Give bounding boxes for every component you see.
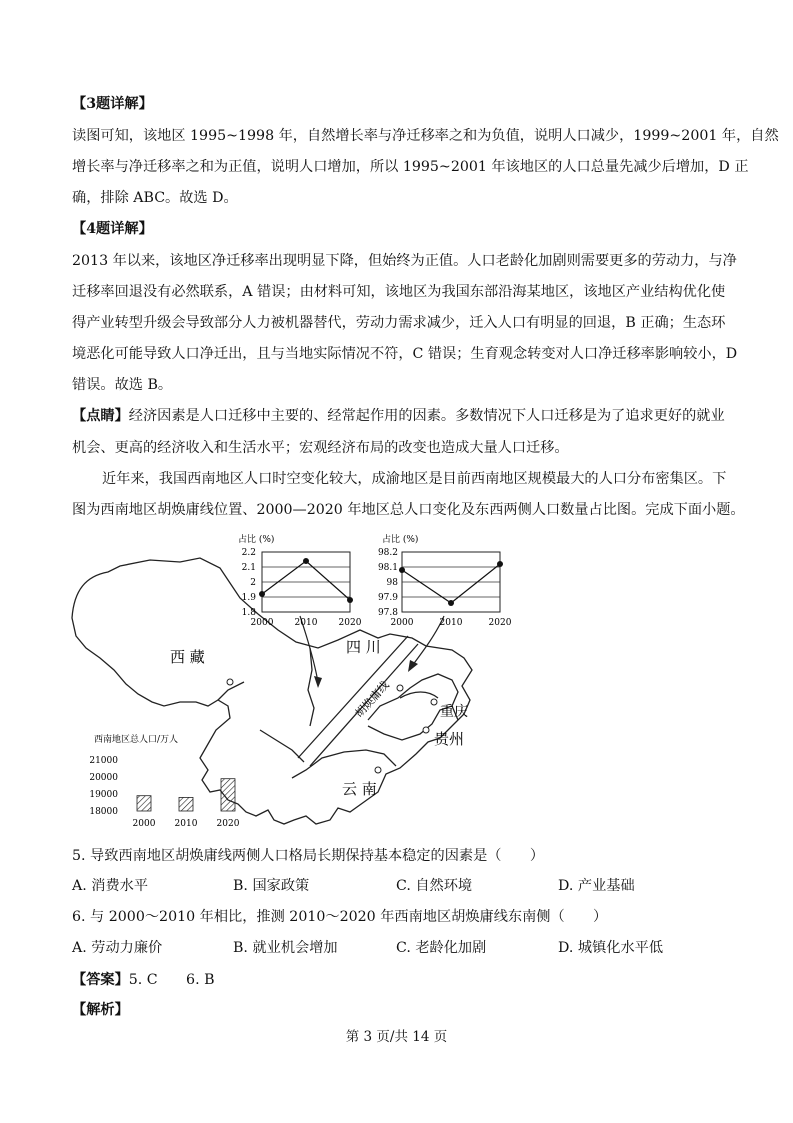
left-xtick-0: 2000 (250, 618, 274, 628)
answer-text: 5. C 6. B (128, 972, 215, 988)
left-ytick-2: 2 (250, 578, 256, 588)
right-xtick-2: 2020 (488, 618, 512, 628)
left-chart-point-2000 (259, 591, 265, 597)
tip-label: 【点睛】 (72, 408, 129, 424)
question-6-option-d[interactable]: D. 城镇化水平低 (558, 940, 664, 956)
left-ytick-0: 2.2 (241, 548, 256, 558)
bar-chart (89, 733, 239, 829)
question-5-option-a[interactable]: A. 消费水平 (72, 878, 149, 894)
right-ytick-3: 97.9 (377, 593, 398, 603)
q3-line-2: 增长率与净迁移率之和为正值，说明人口增加，所以 1995~2001 年该地区的人口总量先减少后增加，D 正 (72, 159, 749, 175)
right-line-chart (378, 533, 512, 628)
question-6-stem: 6. 与 2000～2010 年相比，推测 2010～2020 年西南地区胡焕庸线东南侧（ ） (72, 909, 608, 925)
left-ytick-3: 1.9 (241, 593, 256, 603)
hu-line-label: 胡焕庸线 (352, 678, 392, 721)
question-5-option-b[interactable]: B. 国家政策 (233, 878, 310, 894)
left-line-chart (238, 533, 362, 628)
left-chart-point-2020 (347, 597, 353, 603)
capital-chongqing-icon (431, 699, 437, 705)
left-chart-unit: 占比 (%) (238, 535, 275, 545)
right-ytick-4: 97.8 (377, 608, 398, 618)
bar-2000 (137, 796, 151, 811)
answer-line (72, 970, 724, 990)
right-chart-point-2000 (399, 567, 405, 573)
left-chart-point-2010 (303, 558, 309, 564)
intro-line-2: 图为西南地区胡焕庸线位置、2000—2020 年地区总人口变化及东西两侧人口数量占比图。完成下面小题。 (72, 502, 745, 518)
region-label-yunnan: 云 南 (342, 780, 377, 798)
question-6-option-a[interactable]: A. 劳动力廉价 (72, 940, 163, 956)
capital-kunming-icon (375, 767, 381, 773)
bar-xtick-2: 2020 (216, 819, 240, 829)
q4-line-2: 迁移率回退没有必然联系，A 错误；由材料可知，该地区为我国东部沿海某地区，该地区产业结构优化使 (72, 284, 726, 300)
q3-line-3: 确，排除 ABC。故选 D。 (72, 190, 238, 206)
q4-line-3: 得产业转型升级会导致部分人力被机器替代，劳动力需求减少，迁入人口有明显的回退，B 正确；生态环 (72, 315, 726, 331)
tip-line-1 (72, 406, 724, 426)
region-label-xizang: 西 藏 (170, 648, 205, 666)
right-chart-point-2010 (448, 600, 454, 606)
right-chart-point-2020 (497, 561, 503, 567)
page-footer: 第 3 页/共 14 页 (345, 1029, 448, 1045)
question-5-stem: 5. 导致西南地区胡焕庸线两侧人口格局长期保持基本稳定的因素是（ ） (72, 848, 545, 864)
question-5-option-d[interactable]: D. 产业基础 (558, 878, 635, 894)
q4-line-1: 2013 年以来，该地区净迁移率出现明显下降，但始终为正值。人口老龄化加剧则需要更多的劳动力，与净 (72, 253, 737, 269)
bar-2020 (221, 779, 235, 811)
right-ytick-1: 98.1 (377, 563, 398, 573)
bar-2010 (179, 797, 193, 811)
bar-ytick-1: 20000 (89, 773, 118, 783)
right-chart-unit: 占比 (%) (382, 535, 419, 545)
capital-chengdu-icon (397, 685, 403, 691)
left-xtick-2: 2020 (338, 618, 362, 628)
right-ytick-0: 98.2 (377, 548, 398, 558)
figure (60, 530, 530, 835)
q4-line-4: 境恶化可能导致人口净迁出，且与当地实际情况不符，C 错误；生育观念转变对人口净迁移率影响较小，D (72, 346, 738, 362)
bar-ytick-2: 19000 (89, 790, 118, 800)
bar-ytick-0: 21000 (89, 756, 118, 766)
arrow-left-head-icon (314, 676, 322, 688)
arrow-right-head-icon (408, 660, 418, 672)
bar-ytick-3: 18000 (89, 807, 118, 817)
tip-text-1: 经济因素是人口迁移中主要的、经常起作用的因素。多数情况下人口迁移是为了追求更好的就业 (128, 408, 725, 424)
left-ytick-4: 1.8 (241, 608, 256, 618)
region-label-guizhou: 贵州 (434, 730, 465, 748)
left-xtick-1: 2010 (294, 618, 318, 628)
answer-label: 【答案】 (72, 972, 129, 988)
q4-line-5: 错误。故选 B。 (72, 377, 173, 393)
left-ytick-1: 2.1 (241, 563, 256, 573)
right-ytick-2: 98 (386, 578, 398, 588)
question-6-option-b[interactable]: B. 就业机会增加 (233, 940, 338, 956)
analysis-label: 【解析】 (72, 1002, 129, 1018)
bar-xtick-0: 2000 (132, 819, 156, 829)
region-label-chongqing: 重庆 (440, 704, 468, 720)
intro-line-1: 近年来，我国西南地区人口时空变化较大，成渝地区是目前西南地区规模最大的人口分布密集区。下 (102, 471, 727, 487)
bar-xtick-1: 2010 (174, 819, 198, 829)
question-5-option-c[interactable]: C. 自然环境 (396, 878, 473, 894)
right-xtick-1: 2010 (439, 618, 463, 628)
region-label-sichuan: 四 川 (346, 638, 381, 656)
question-6-option-c[interactable]: C. 老龄化加剧 (396, 940, 487, 956)
q3-heading: 【3题详解】 (72, 96, 153, 112)
right-xtick-0: 2000 (390, 618, 414, 628)
tip-line-2: 机会、更高的经济收入和生活水平；宏观经济布局的改变也造成大量人口迁移。 (72, 440, 569, 456)
q4-heading: 【4题详解】 (72, 221, 153, 237)
capital-guiyang-icon (423, 727, 429, 733)
q3-line-1: 读图可知，该地区 1995~1998 年，自然增长率与净迁移率之和为负值，说明人口减少，1999~2001 年，自然 (72, 128, 779, 144)
capital-lhasa-icon (227, 679, 233, 685)
bar-chart-title: 西南地区总人口/万人 (94, 735, 179, 745)
